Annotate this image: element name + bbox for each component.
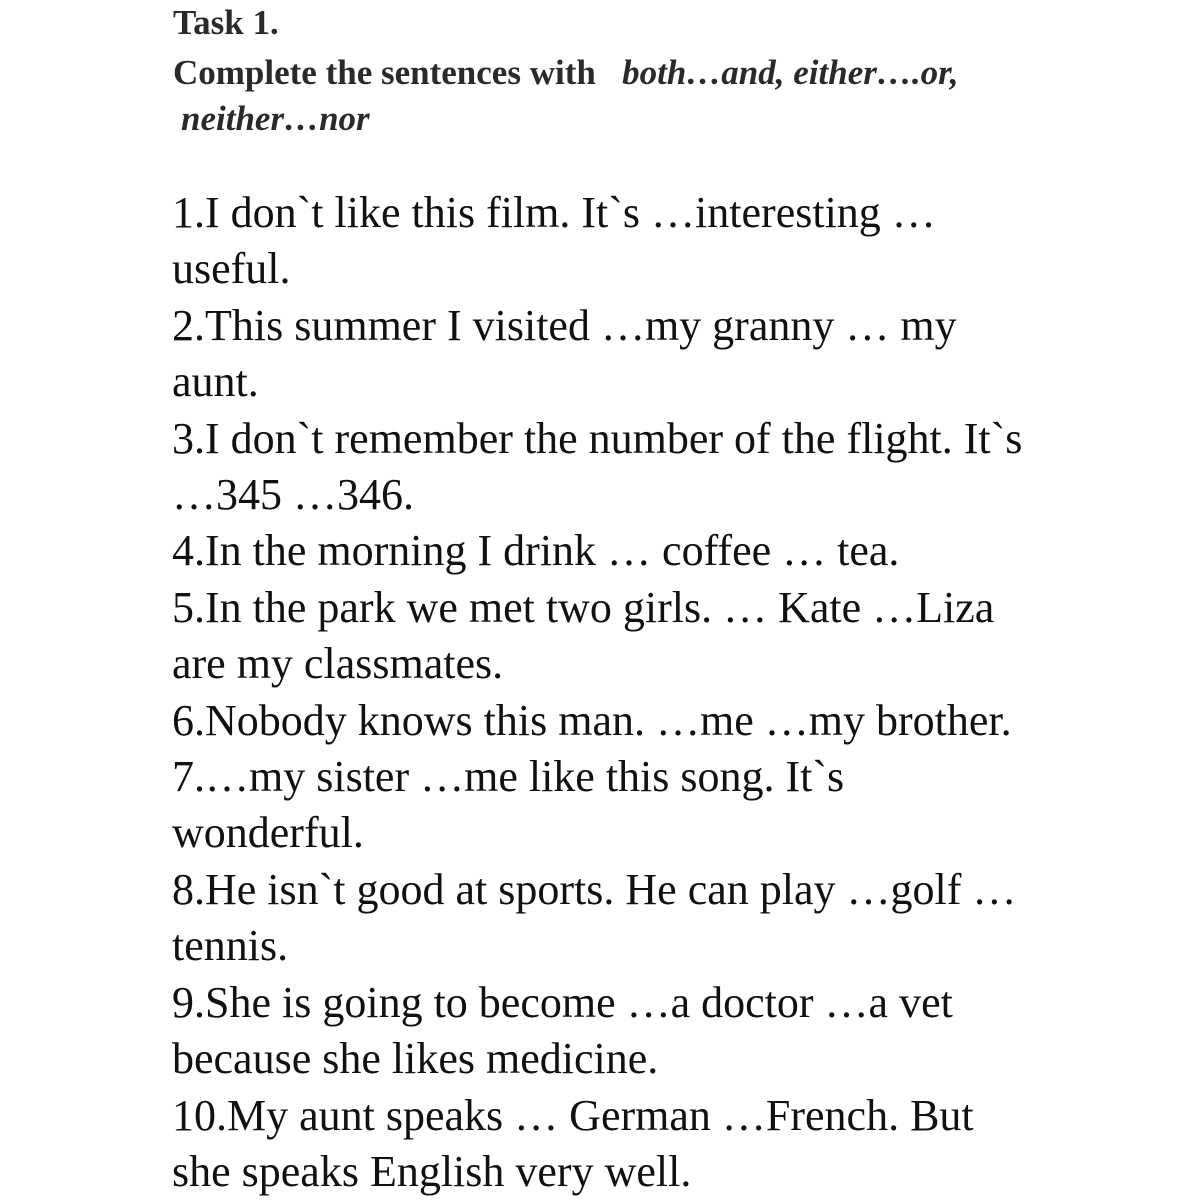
sentence-item [172, 749, 1182, 862]
sentence-line: 3.I don`t remember the number of the flight. It`s [172, 413, 1023, 463]
sentence-item [172, 298, 1182, 411]
sentence-item [172, 975, 1182, 1088]
task-instruction [173, 50, 1173, 142]
sentence-list [172, 185, 1182, 1200]
sentence-item [172, 580, 1182, 693]
instruction-conjunctions-line1: both…and, either….or, [622, 53, 959, 92]
sentence-line: 1.I don`t like this film. It`s …interesting … [172, 188, 936, 237]
sentence-item [172, 862, 1182, 975]
sentence-line: 4.In the morning I drink … coffee … tea. [172, 526, 900, 576]
sentence-line: she speaks English very well. [172, 1146, 692, 1196]
instruction-conjunctions-line2: neither…nor [181, 99, 370, 138]
sentence-item [172, 185, 1182, 298]
sentence-line: are my classmates. [172, 639, 504, 689]
sentence-line: 8.He isn`t good at sports. He can play …golf … [172, 864, 1017, 914]
sentence-line: 10.My aunt speaks … German …French. But [172, 1090, 974, 1140]
sentence-line: 5.In the park we met two girls. … Kate …Liza [172, 582, 995, 632]
sentence-line: 2.This summer I visited …my granny … my [172, 300, 957, 350]
sentence-line: …345 …346. [172, 470, 414, 520]
sentence-item [172, 411, 1182, 524]
task-title: Task 1. [173, 3, 279, 42]
sentence-item [172, 1088, 1182, 1200]
sentence-line: 6.Nobody knows this man. …me …my brother. [172, 695, 1012, 745]
instruction-prefix: Complete the sentences with [173, 53, 596, 92]
sentence-item [172, 693, 1182, 749]
sentence-line: because she likes medicine. [172, 1034, 659, 1084]
sentence-line: useful. [172, 244, 291, 294]
sentence-item [172, 523, 1182, 579]
sentence-line: 7.…my sister …me like this song. It`s [172, 752, 845, 802]
sentence-line: tennis. [172, 921, 289, 971]
sentence-line: 9.She is going to become …a doctor …a vet [172, 977, 953, 1027]
sentence-line: wonderful. [172, 808, 364, 858]
sentence-line: aunt. [172, 357, 259, 407]
